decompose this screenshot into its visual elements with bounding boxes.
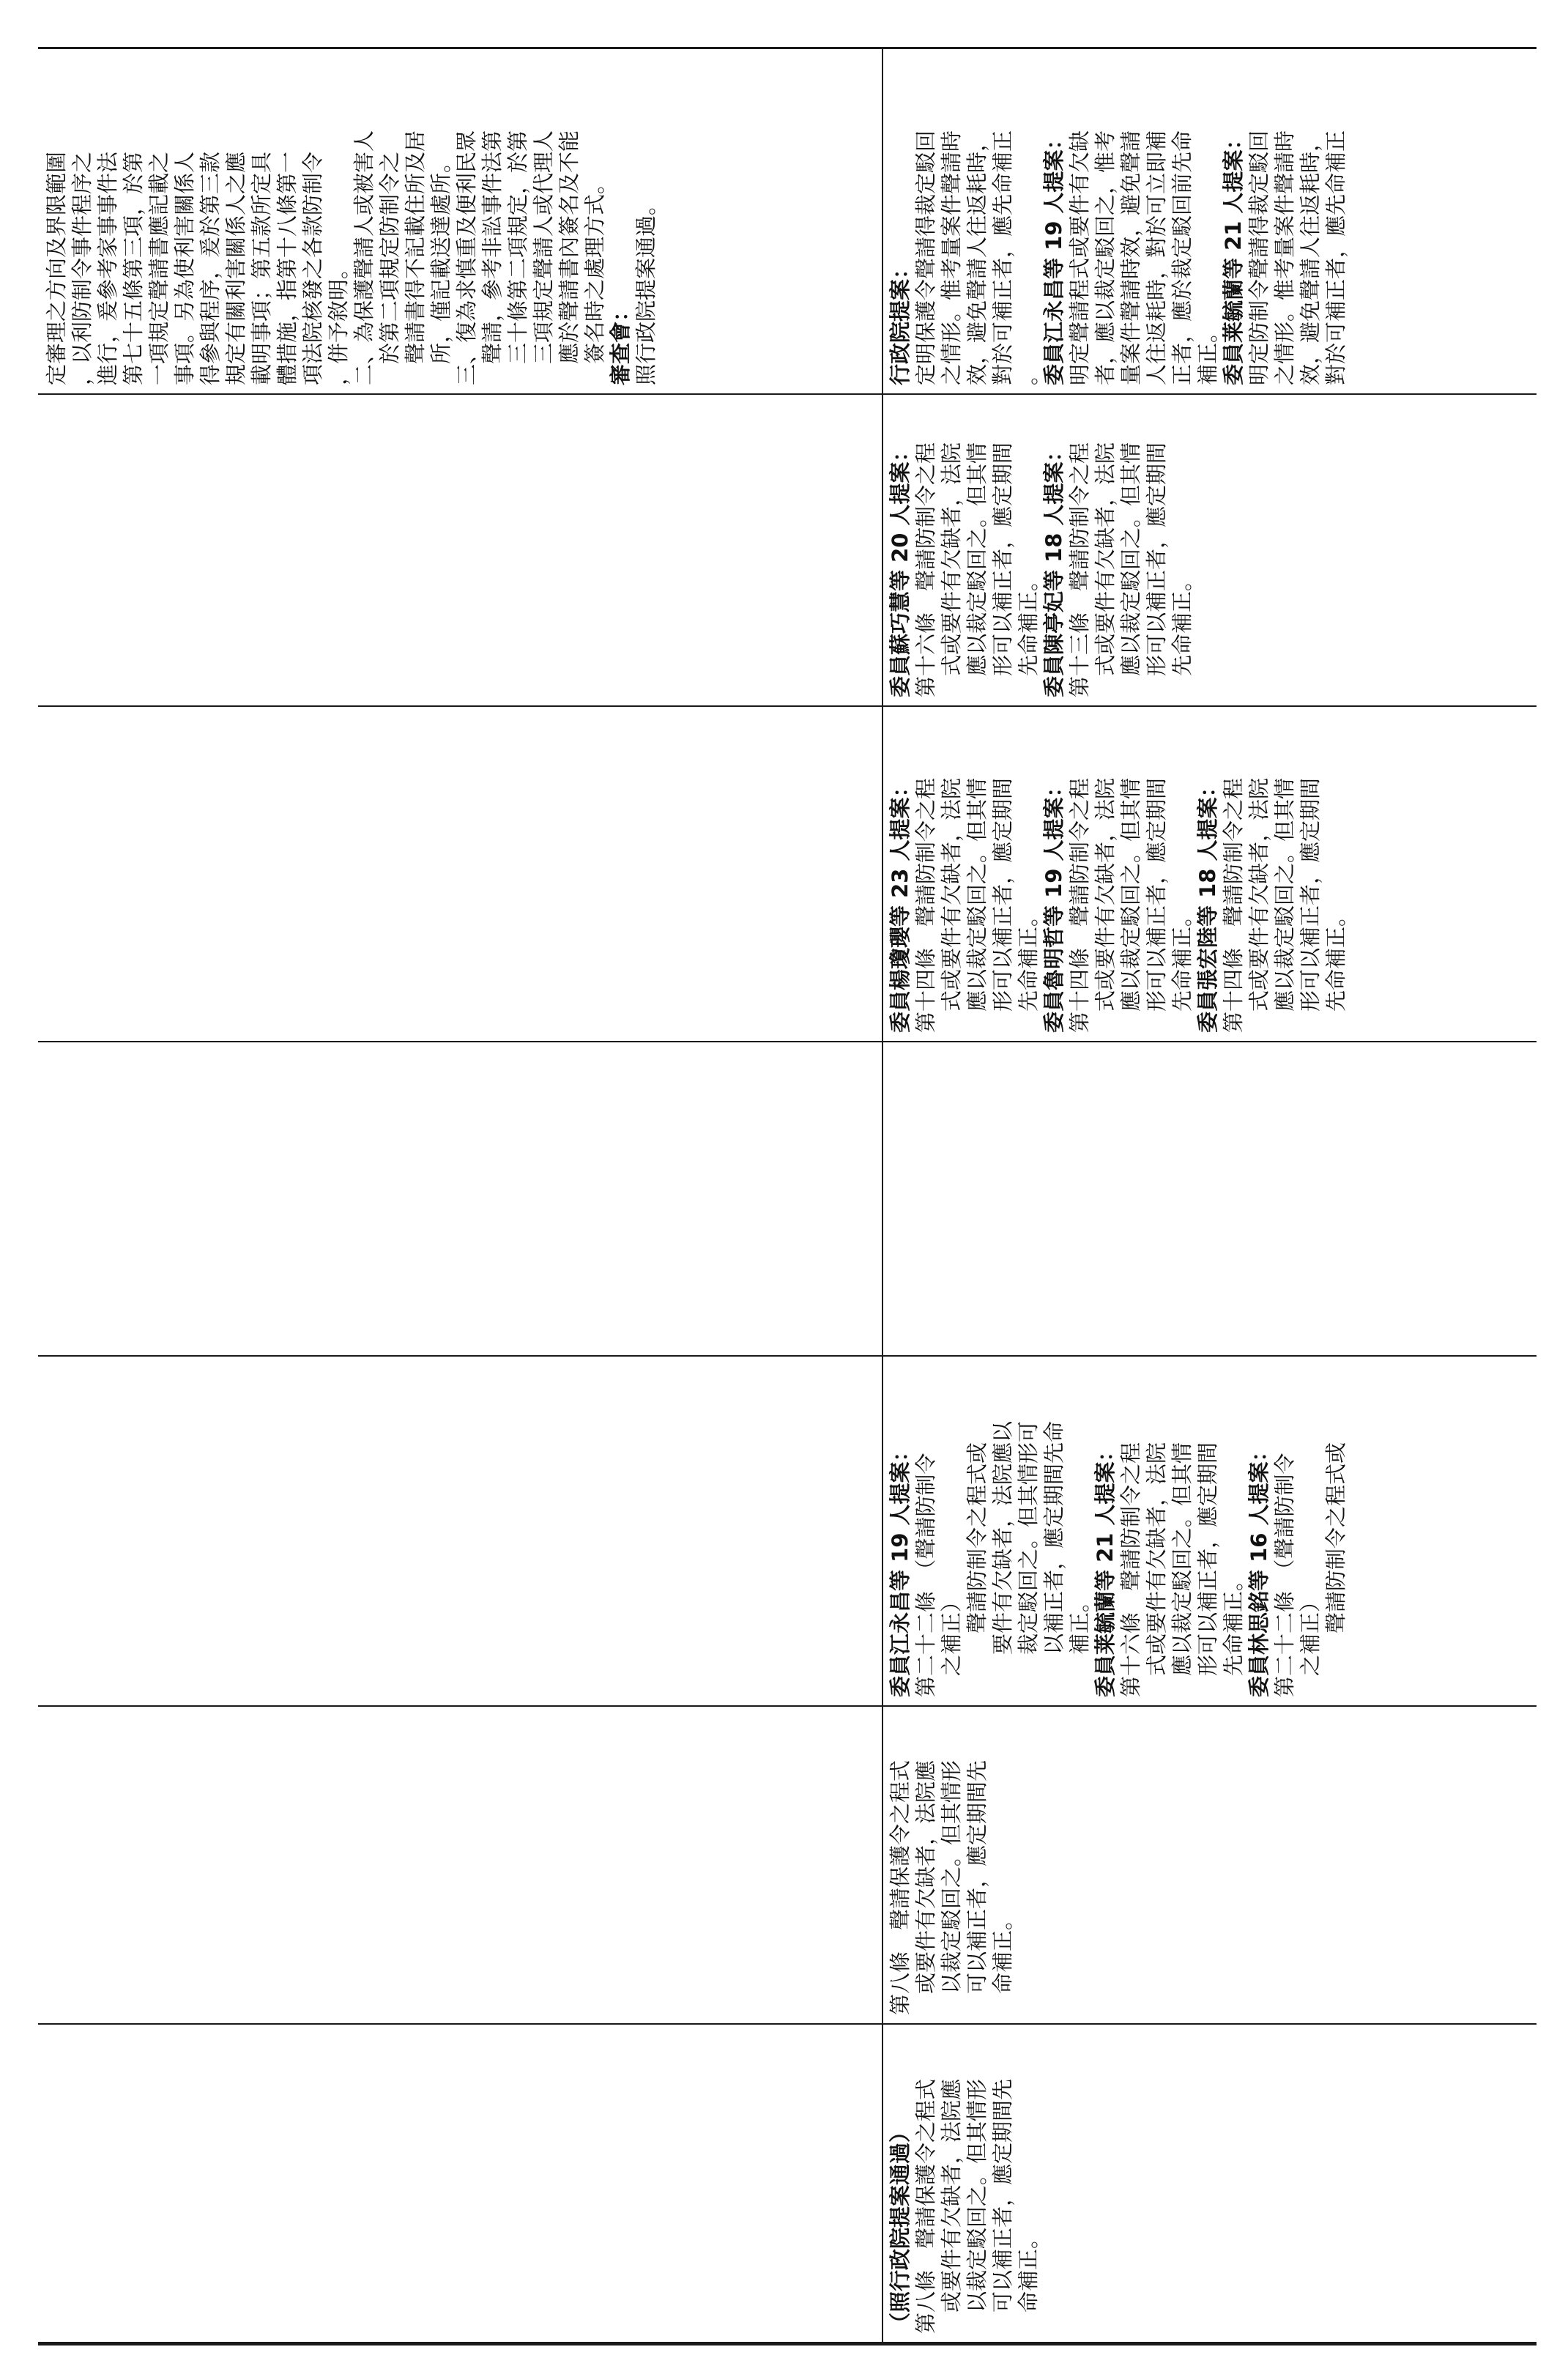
text-line: 第十六條 聲請防制令之程 [1118, 1442, 1143, 1697]
cell-text [888, 400, 1195, 697]
section-heading: 委員莱毓蘭等 21 人提案： [1093, 1440, 1118, 1697]
text-line: 規定有關利害關係人之應 [223, 151, 248, 385]
text-line: 三十條第二項規定，於第 [505, 130, 530, 385]
text-line: 第十三條 聲請防制令之程 [1067, 442, 1092, 697]
cell-text [888, 2030, 1041, 2334]
text-line: 聲請防制令之程式或 [1323, 1442, 1348, 1697]
text-line: 應以裁定駁回之。但其情 [1118, 442, 1143, 697]
text-line: 形可以補正者，應定期間 [1144, 442, 1169, 697]
text-line: 應以裁定駁回之。但其情 [965, 442, 989, 697]
row-separator [38, 705, 1537, 707]
text-line: 三、復為求慎重及便利民眾 [454, 130, 479, 385]
section-heading: 委員楊瓊瓔等 23 人提案： [888, 776, 913, 1033]
text-line: 定審理之方向及界限範圍 [44, 151, 69, 385]
text-line: 者，應以裁定駁回之，惟考 [1093, 130, 1118, 385]
text-line: 項法院核發之各款防制令 [300, 151, 325, 385]
cell-r4-right [888, 1359, 1532, 1702]
text-line: 可以補正者，應定期間先 [990, 2078, 1015, 2334]
cell-r1-right [888, 397, 1532, 702]
text-line: 效，避免聲請人往返耗時， [965, 130, 989, 385]
cell-r3-left [44, 1045, 879, 1351]
text-line: 所，僅記載送達處所。 [428, 151, 453, 385]
cell-r2-left [44, 709, 879, 1037]
section-heading: （照行政院提案通過） [888, 2121, 913, 2334]
text-line: 先命補正。 [1170, 905, 1194, 1033]
text-line: 式或要件有欠缺者，法院 [1246, 777, 1271, 1033]
cell-r0-left [44, 51, 879, 390]
text-line: 以裁定駁回之。但其情形 [939, 1759, 964, 2015]
text-line: 於第二項規定防制令之 [377, 151, 402, 385]
text-line: 正者，應於裁定駁回前先命 [1170, 130, 1194, 385]
section-heading: 審查會： [608, 300, 633, 385]
text-line: 三項規定聲請人或代理人 [531, 130, 556, 385]
text-line: ，以利防制令事件程序之 [70, 151, 94, 385]
text-line: 先命補正。 [1323, 905, 1348, 1033]
cell-r5-left [44, 1709, 879, 2020]
text-line: 照行政院提案通過。 [633, 193, 658, 385]
text-line: ，併予敘明。 [326, 257, 351, 385]
text-line: 以裁定駁回之。但其情形 [965, 2078, 989, 2334]
text-line: 之情形。惟考量案件聲請時 [1272, 130, 1297, 385]
text-line: 量案件聲請時效，避免聲請 [1118, 130, 1143, 385]
section-heading: 行政院提案： [888, 257, 913, 385]
section-heading: 委員林思銘等 16 人提案： [1246, 1440, 1271, 1697]
cell-r2-right [888, 709, 1532, 1037]
cell-r6-left [44, 2027, 879, 2338]
text-line: 形可以補正者，應定期間 [990, 777, 1015, 1033]
text-line: 得參與程序，爰於第三款 [198, 151, 223, 385]
row-separator [38, 1041, 1537, 1042]
text-line: 體措施，指第十八條第一 [275, 151, 300, 385]
text-line: 之補正） [939, 1590, 964, 1697]
text-line: 要件有欠缺者，法院應以 [990, 1420, 1015, 1697]
cell-r5-right [888, 1709, 1532, 2020]
text-line: 進行，爰參考家事事件法 [95, 151, 120, 385]
section-heading: 委員江永昌等 19 人提案： [888, 1440, 913, 1697]
text-line: 以補正者，應定期間先命 [1041, 1420, 1066, 1697]
text-line: 形可以補正者，應定期間 [1298, 777, 1323, 1033]
text-line: 式或要件有欠缺者，法院 [1093, 777, 1118, 1033]
text-line: 之補正） [1298, 1590, 1323, 1697]
column-divider [882, 48, 883, 2343]
text-line: 效，避免聲請人往返耗時， [1298, 130, 1323, 385]
cell-r0-right [888, 51, 1532, 390]
text-line: 第二十二條 （聲請防制令 [1272, 1453, 1297, 1697]
text-line: 先命補正。 [1221, 1569, 1246, 1697]
cell-r3-right [888, 1045, 1532, 1351]
text-line: 補正。 [1067, 1590, 1092, 1697]
section-heading: 委員魯明哲等 19 人提案： [1041, 776, 1066, 1033]
cell-text [888, 712, 1349, 1033]
text-line: 簽名時之處理方式。 [582, 172, 607, 385]
text-line: 先命補正。 [1016, 569, 1041, 697]
text-line: 二、為保護聲請人或被害人 [352, 130, 376, 385]
text-line: 第十四條 聲請防制令之程 [1221, 777, 1246, 1033]
text-line: 第八條 聲請保護令之程式 [913, 2078, 938, 2334]
cell-r1-left [44, 397, 879, 702]
text-line: 式或要件有欠缺者，法院 [939, 442, 964, 697]
text-line: 應以裁定駁回之。但其情 [1272, 777, 1297, 1033]
text-line: 應以裁定駁回之。但其情 [1170, 1442, 1194, 1697]
row-separator [38, 1705, 1537, 1707]
cell-text [888, 1362, 1349, 1697]
text-line: 載明事項；第五款所定具 [249, 151, 274, 385]
cell-text [44, 54, 659, 385]
text-line: 可以補正者，應定期間先 [965, 1759, 989, 2015]
section-heading: 委員莱毓蘭等 21 人提案： [1221, 128, 1246, 385]
text-line: 第七十五條第三項，於第 [121, 151, 146, 385]
text-line: 聲請防制令之程式或 [965, 1442, 989, 1697]
text-line: 應以裁定駁回之。但其情 [965, 777, 989, 1033]
text-line: 式或要件有欠缺者，法院 [939, 777, 964, 1033]
text-line: 形可以補正者，應定期間 [1195, 1442, 1220, 1697]
text-line: 或要件有欠缺者，法院應 [939, 2078, 964, 2334]
text-line: 先命補正。 [1170, 569, 1194, 697]
text-line: 之情形。惟考量案件聲請時 [939, 130, 964, 385]
cell-text [888, 1712, 1016, 2015]
text-line: 定明保護令聲請得裁定駁回 [913, 130, 938, 385]
cell-text [888, 54, 1349, 385]
text-line: 事項。另為使利害關係人 [172, 151, 197, 385]
text-line: 對於可補正者，應先命補正 [1323, 130, 1348, 385]
row-separator [38, 2023, 1537, 2025]
text-line: 應以裁定駁回之。但其情 [1118, 777, 1143, 1033]
text-line: 明定聲請程式或要件有欠缺 [1067, 130, 1092, 385]
cell-r4-left [44, 1359, 879, 1702]
text-line: 對於可補正者，應先命補正 [990, 130, 1015, 385]
text-line: 裁定駁回之。但其情形可 [1016, 1420, 1041, 1697]
section-heading: 委員張宏陸等 18 人提案： [1195, 776, 1220, 1033]
text-line: 先命補正。 [1016, 905, 1041, 1033]
section-heading: 委員蘇巧慧等 20 人提案： [888, 440, 913, 697]
text-line: 形可以補正者，應定期間 [990, 442, 1015, 697]
text-line: 第二十二條 （聲請防制令 [913, 1453, 938, 1697]
row-separator [38, 1355, 1537, 1357]
text-line: 。 [1016, 363, 1041, 385]
text-line: 或要件有欠缺者，法院應 [913, 1759, 938, 2015]
text-line: 第十四條 聲請防制令之程 [913, 777, 938, 1033]
cell-r6-right [888, 2027, 1532, 2338]
text-line: 第八條 聲請保護令之程式 [888, 1759, 913, 2015]
text-line: 第十六條 聲請防制令之程 [913, 442, 938, 697]
top-border [38, 47, 1537, 49]
bottom-border [38, 2342, 1537, 2346]
text-line: 式或要件有欠缺者，法院 [1144, 1442, 1169, 1697]
text-line: 形可以補正者，應定期間 [1144, 777, 1169, 1033]
text-line: 一項規定聲請書應記載之 [146, 151, 171, 385]
row-separator [38, 393, 1537, 395]
text-line: 式或要件有欠缺者，法院 [1093, 442, 1118, 697]
section-heading: 委員陳亭妃等 18 人提案： [1041, 440, 1066, 697]
section-heading: 委員江永昌等 19 人提案： [1041, 128, 1066, 385]
text-line: 人往返耗時，對於可立即補 [1144, 130, 1169, 385]
text-line: 聲請書得不記載住所及居 [403, 130, 428, 385]
text-line: 命補正。 [990, 1908, 1015, 2015]
text-line: 第十四條 聲請防制令之程 [1067, 777, 1092, 1033]
text-line: 聲請，參考非訟事件法第 [480, 130, 505, 385]
text-line: 補正。 [1195, 321, 1220, 385]
text-line: 明定防制令聲請得裁定駁回 [1246, 130, 1271, 385]
text-line: 命補正。 [1016, 2227, 1041, 2334]
text-line: 應於聲請書內簽名及不能 [557, 130, 582, 385]
